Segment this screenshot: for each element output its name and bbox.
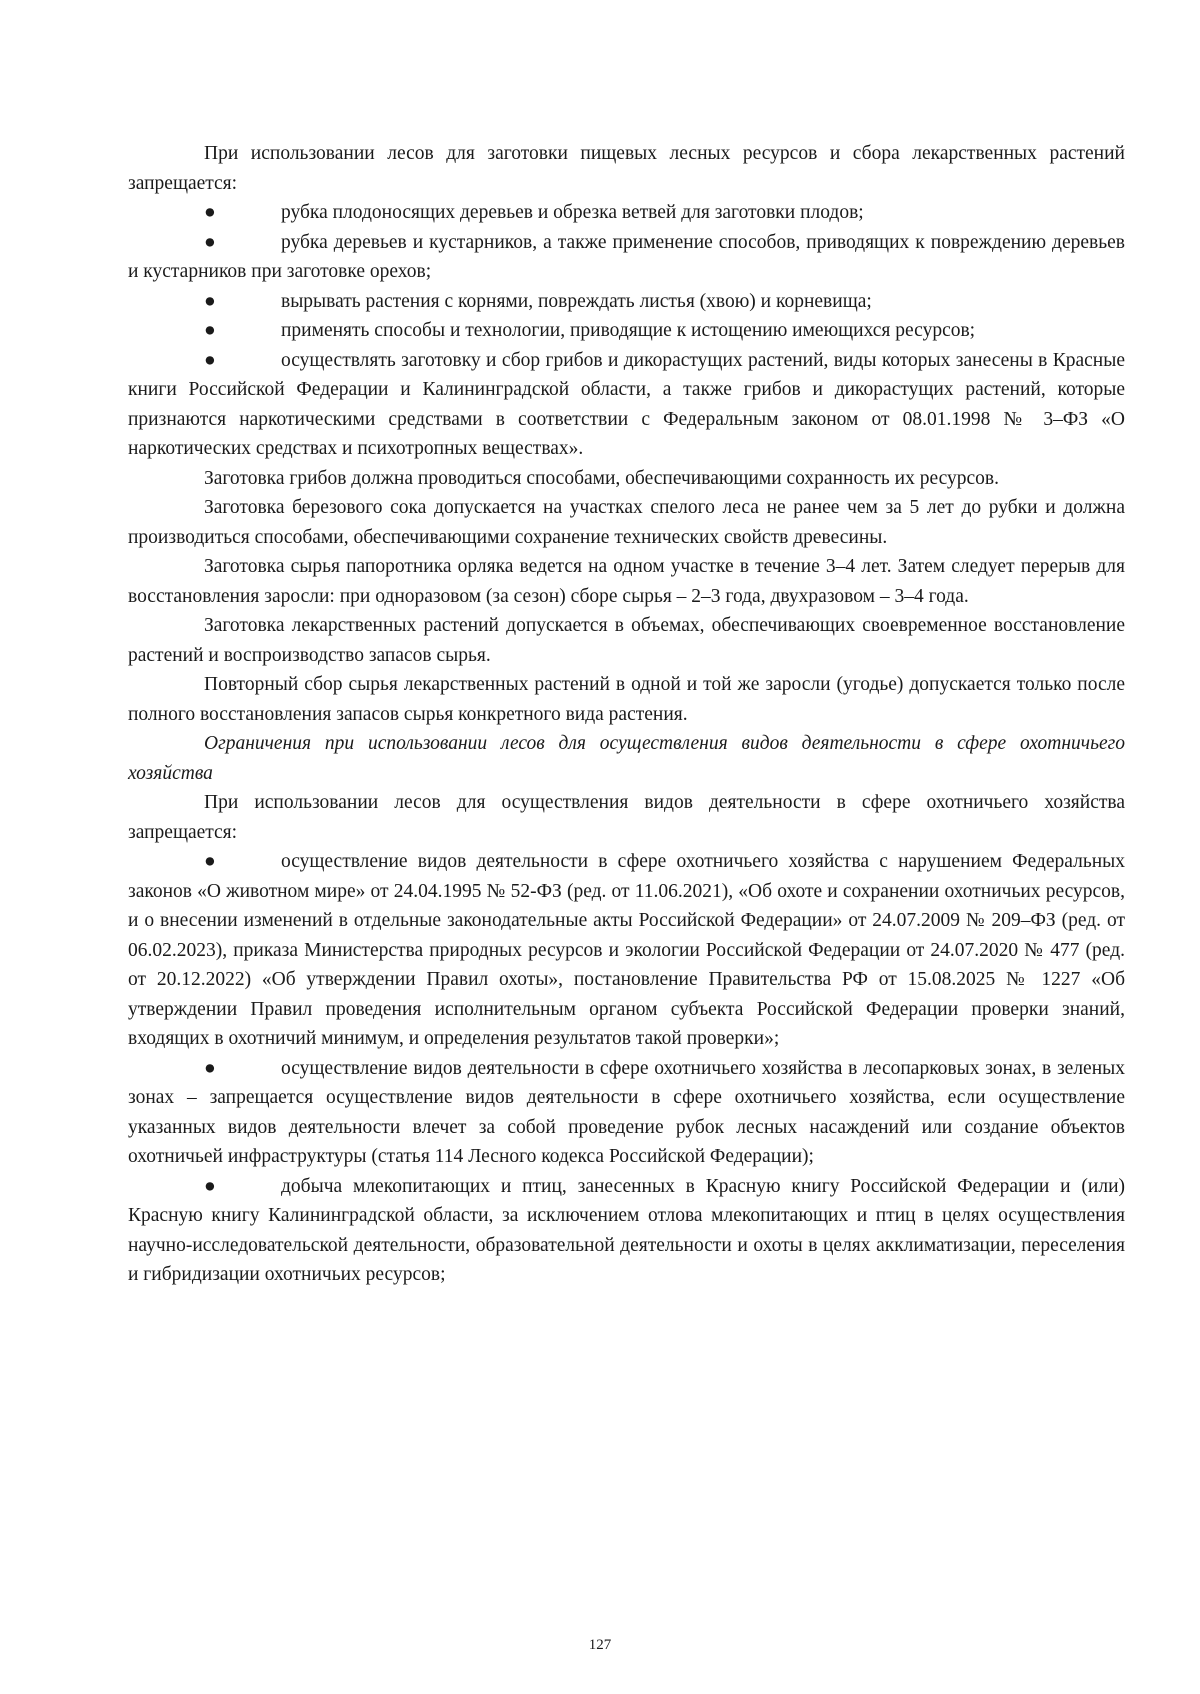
list-item: ● добыча млекопитающих и птиц, занесенных в Красную книгу Российской Федерации и (или) Красную книгу Калининградской области, за исключением отлова млекопитающих и птиц в целях осуществления научно-исследовательской деятельности, образовательной деятельности и охоты в целях акклиматизации, переселения и гибридизации охотничьих ресурсов;	[128, 1172, 1125, 1290]
bullet-icon: ●	[204, 202, 216, 223]
list-item: ● рубка деревьев и кустарников, а также применение способов, приводящих к повреждению деревьев и кустарников при заготовке орехов;	[128, 228, 1125, 287]
bullet-icon: ●	[204, 851, 216, 872]
list-item: ● применять способы и технологии, приводящие к истощению имеющихся ресурсов;	[128, 316, 1125, 346]
list-item: ● осуществлять заготовку и сбор грибов и дикорастущих растений, виды которых занесены в Красные книги Российской Федерации и Калининградской области, а также грибов и дикорастущих растений, которые признаются наркотическими средствами в соответствии с Федеральным законом от 08.01.1998 № 3–ФЗ «О наркотических средствах и психотропных веществах».	[128, 346, 1125, 464]
paragraph: Заготовка сырья папоротника орляка ведется на одном участке в течение 3–4 лет. Затем следует перерыв для восстановления заросли: при одноразовом (за сезон) сборе сырья – 2–3 года, двухразовом – 3–4 года.	[128, 556, 1125, 607]
list-item: ● рубка плодоносящих деревьев и обрезка ветвей для заготовки плодов;	[128, 198, 1125, 228]
list-item: ● осуществление видов деятельности в сфере охотничьего хозяйства в лесопарковых зонах, в зеленых зонах – запрещается осуществление видов деятельности в сфере охотничьего хозяйства, если осуществление указанных видов деятельности влечет за собой проведение рубок лесных насаждений или создание объектов охотничьей инфраструктуры (статья 114 Лесного кодекса Российской Федерации);	[128, 1054, 1125, 1172]
paragraph: Заготовка лекарственных растений допускается в объемах, обеспечивающих своевременное восстановление растений и воспроизводство запасов сырья.	[128, 615, 1125, 666]
bullet-icon: ●	[204, 1057, 216, 1079]
list-item: ● осуществление видов деятельности в сфере охотничьего хозяйства с нарушением Федеральных законов «О животном мире» от 24.04.1995 № 52-ФЗ (ред. от 11.06.2021), «Об охоте и сохранении охотничьих ресурсов, и о внесении изменений в отдельные законодательные акты Российской Федерации» от 24.07.2009 № 209–ФЗ (ред. от 06.02.2023), приказа Министерства природных ресурсов и экологии Российской Федерации от 24.07.2020 № 477 (ред. от 20.12.2022) «Об утверждении Правил охоты», постановление Правительства РФ от 15.08.2025 № 1227 «Об утверждении Правил проведения исполнительным органом субъекта Российской Федерации проверки знаний, входящих в охотничий минимум, и определения результатов такой проверки»;	[128, 847, 1125, 1054]
bullet-icon: ●	[204, 320, 216, 341]
bullet-icon: ●	[204, 1175, 216, 1197]
paragraph: При использовании лесов для осуществления видов деятельности в сфере охотничьего хозяйства запрещается:	[128, 792, 1125, 843]
page-number: 127	[588, 1637, 612, 1653]
bullet-icon: ●	[204, 290, 216, 312]
paragraph: Заготовка грибов должна проводиться способами, обеспечивающими сохранность их ресурсов.	[204, 467, 999, 489]
section-heading: Ограничения при использовании лесов для осуществления видов деятельности в сфере охотничьего хозяйства	[128, 733, 1125, 784]
document-body	[128, 139, 1125, 1290]
list-item: ● вырывать растения с корнями, повреждать листья (хвою) и корневища;	[128, 287, 1125, 317]
paragraph: Заготовка березового сока допускается на участках спелого леса не ранее чем за 5 лет до рубки и должна производиться способами, обеспечивающими сохранение технических свойств древесины.	[128, 497, 1125, 548]
bullet-icon: ●	[204, 349, 216, 371]
paragraph: Повторный сбор сырья лекарственных растений в одной и той же заросли (угодье) допускается только после полного восстановления запасов сырья конкретного вида растения.	[128, 674, 1125, 725]
paragraph: При использовании лесов для заготовки пищевых лесных ресурсов и сбора лекарственных растений запрещается:	[128, 143, 1125, 194]
bullet-icon: ●	[204, 231, 216, 253]
